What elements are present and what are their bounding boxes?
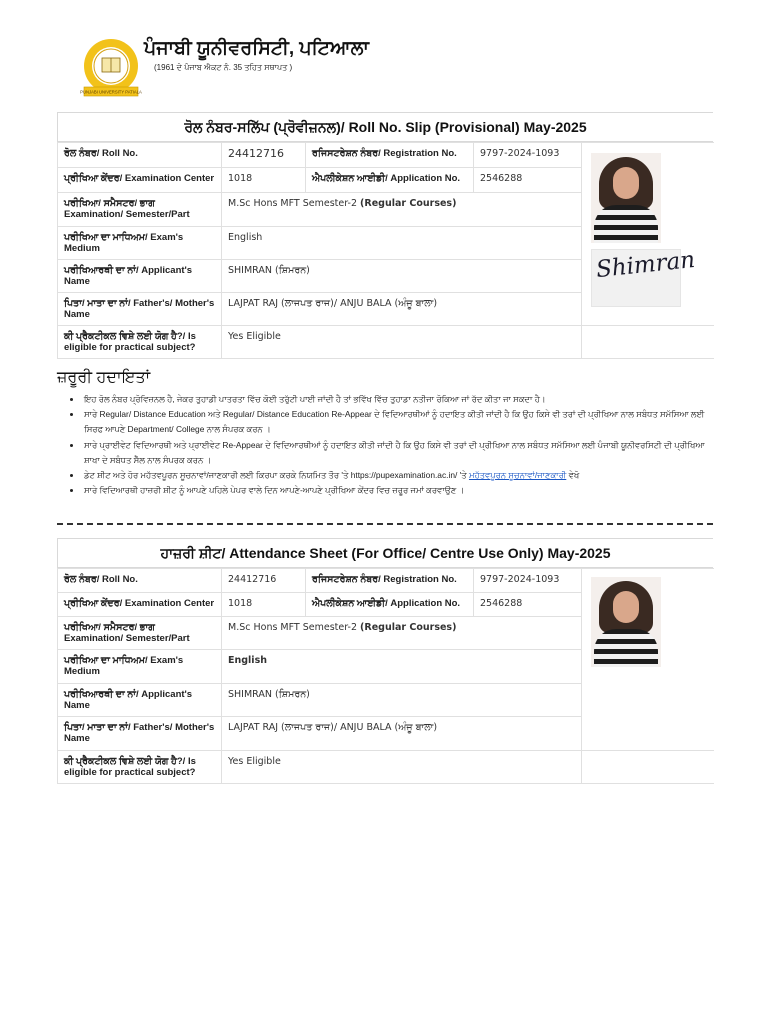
value-exam-semester: M.Sc Hons MFT Semester-2 (Regular Courses) xyxy=(222,193,582,227)
value-roll-no: 24412716 xyxy=(222,569,306,593)
value-medium: English xyxy=(222,650,582,684)
instructions-title: ਜ਼ਰੂਰੀ ਹਦਾਇਤਾਂ xyxy=(57,369,151,386)
value-exam-semester: M.Sc Hons MFT Semester-2 (Regular Courses) xyxy=(222,617,582,650)
label-exam-center: ਪ੍ਰੀਖਿਆ ਕੇਂਦਰ/ Examination Center xyxy=(58,593,222,617)
applicant-photo xyxy=(591,577,661,667)
signature-text: Shimran xyxy=(594,246,697,284)
label-exam-semester: ਪਰੀਖਿਆ/ ਸਮੈਸਟਰ/ ਭਾਗ Examination/ Semester/Part xyxy=(58,617,222,650)
roll-slip-table xyxy=(57,142,714,359)
value-application-no: 2546288 xyxy=(474,168,582,193)
label-medium: ਪਰੀਖਿਆ ਦਾ ਮਾਧਿਅਮ/ Exam's Medium xyxy=(58,650,222,684)
label-parents-name: ਪਿਤਾ/ ਮਾਤਾ ਦਾ ਨਾਂ/ Father's/ Mother's Name xyxy=(58,293,222,326)
empty-cell xyxy=(582,751,714,784)
roll-slip-title: ਰੋਲ ਨੰਬਰ-ਸਲਿੱਪ (ਪ੍ਰੋਵੀਜ਼ਨਲ)/ Roll No. Slip (Provisional) May-2025 xyxy=(57,113,713,142)
value-registration-no: 9797-2024-1093 xyxy=(474,569,582,593)
instruction-item: • ਸਾਰੇ ਵਿਦਿਆਰਥੀ ਹਾਜ਼ਰੀ ਸ਼ੀਟ ਨੂੰ ਆਪਣੇ ਪਹਿਲੇ ਪੇਪਰ ਵਾਲੇ ਦਿਨ ਆਪਣੇ-ਆਪਣੇ ਪ੍ਰੀਖਿਆ ਕੇਂਦਰ ਵਿਚ ਜ਼ਰੂਰ ਜਮਾਂ ਕਰਵਾਉਣ । xyxy=(82,483,713,498)
instruction-item: • ਡੇਟ ਸ਼ੀਟ ਅਤੇ ਹੋਰ ਮਹੱਤਵਪੂਰਨ ਸੂਚਨਾਵਾਂ/ਜਾਣਕਾਰੀ ਲਈ ਕਿਰਪਾ ਕਰਕੇ ਨਿਯਮਿਤ ਤੌਰ 'ਤੇ https://pupexamination.ac.in/ 'ਤੇ ਮਹੱਤਵਪੂਰਨ ਸੂਚਨਾਵਾਂ/ਜਾਣਕਾਰੀ ਵੇਖੋ xyxy=(82,468,713,483)
instruction-item: • ਇਹ ਰੋਲ ਨੰਬਰ ਪ੍ਰੋਵਿਜ਼ਨਲ ਹੈ, ਜੇਕਰ ਤੁਹਾਡੀ ਪਾਤਰਤਾ ਵਿੱਚ ਕੋਈ ਤਰੁੱਟੀ ਪਾਈ ਜਾਂਦੀ ਹੈ ਤਾਂ ਭਵਿੱਖ ਵਿੱਚ ਤੁਹਾਡਾ ਨਤੀਜਾ ਰੋਕਿਆ ਜਾਂ ਰੱਦ ਕੀਤਾ ਜਾ ਸਕਦਾ ਹੈ। xyxy=(82,392,713,407)
label-registration-no: ਰਜਿਸਟਰੇਸ਼ਨ ਨੰਬਰ/ Registration No. xyxy=(306,143,474,168)
label-registration-no: ਰਜਿਸਟਰੇਸ਼ਨ ਨੰਬਰ/ Registration No. xyxy=(306,569,474,593)
instruction-item: • ਸਾਰੇ Regular/ Distance Education ਅਤੇ Regular/ Distance Education Re-Appear ਦੇ ਵਿਦਿਆਰਥੀਆਂ ਨੂੰ ਹਦਾਇਤ ਕੀਤੀ ਜਾਂਦੀ ਹੈ ਕਿ ਉਹ ਕਿਸੇ ਵੀ ਤਰਾਂ ਦੀ ਪ੍ਰੀਖਿਆ ਨਾਲ ਸਬੰਧਤ ਸਮੱਸਿਆ ਲਈ ਸਿਰਫ ਆਪਣੇ Department/ College ਨਾਲ ਸੰਪਰਕ ਕਰਨ । xyxy=(82,407,713,437)
label-exam-center: ਪ੍ਰੀਖਿਆ ਕੇਂਦਰ/ Examination Center xyxy=(58,168,222,193)
logo-banner-text: PUNJABI UNIVERSITY PATIALA xyxy=(80,89,142,95)
value-exam-center: 1018 xyxy=(222,593,306,617)
label-roll-no: ਰੋਲ ਨੰਬਰ/ Roll No. xyxy=(58,569,222,593)
label-exam-semester: ਪਰੀਖਿਆ/ ਸਮੈਸਟਰ/ ਭਾਗ Examination/ Semester/Part xyxy=(58,193,222,227)
value-parents-name: LAJPAT RAJ (ਲਾਜਪਤ ਰਾਜ)/ ANJU BALA (ਅੰਜੂ ਬਾਲਾ) xyxy=(222,293,582,326)
instructions xyxy=(57,369,713,498)
cut-line-divider xyxy=(57,523,713,525)
university-logo xyxy=(80,38,142,98)
photo-cell xyxy=(582,569,714,751)
photo-signature-cell xyxy=(582,143,714,326)
applicant-signature xyxy=(591,246,697,307)
label-applicant-name: ਪਰੀਖਿਆਰਥੀ ਦਾ ਨਾਂ/ Applicant's Name xyxy=(58,260,222,293)
applicant-photo xyxy=(591,153,661,243)
value-medium: English xyxy=(222,227,582,260)
label-practical: ਕੀ ਪ੍ਰੈਕਟੀਕਲ ਵਿਸ਼ੇ ਲਈ ਯੋਗ ਹੈ?/ Is eligible for practical subject? xyxy=(58,751,222,784)
attendance-sheet-title: ਹਾਜ਼ਰੀ ਸ਼ੀਟ/ Attendance Sheet (For Office/ Centre Use Only) May-2025 xyxy=(57,539,713,568)
value-practical: Yes Eligible xyxy=(222,751,582,784)
value-registration-no: 9797-2024-1093 xyxy=(474,143,582,168)
value-practical: Yes Eligible xyxy=(222,326,582,359)
roll-slip xyxy=(57,112,713,359)
empty-cell xyxy=(582,326,714,359)
label-roll-no: ਰੋਲ ਨੰਬਰ/ Roll No. xyxy=(58,143,222,168)
label-practical: ਕੀ ਪ੍ਰੈਕਟੀਕਲ ਵਿਸ਼ੇ ਲਈ ਯੋਗ ਹੈ?/ Is eligible for practical subject? xyxy=(58,326,222,359)
important-info-link[interactable]: ਮਹੱਤਵਪੂਰਨ ਸੂਚਨਾਵਾਂ/ਜਾਣਕਾਰੀ xyxy=(468,470,567,481)
university-name: ਪੰਜਾਬੀ ਯੂਨੀਵਰਸਿਟੀ, ਪਟਿਆਲਾ xyxy=(144,38,369,59)
value-applicant-name: SHIMRAN (ਸ਼ਿਮਰਨ) xyxy=(222,684,582,717)
value-exam-center: 1018 xyxy=(222,168,306,193)
university-header xyxy=(80,38,680,100)
instructions-list xyxy=(82,392,713,498)
attendance-sheet xyxy=(57,538,713,784)
label-applicant-name: ਪਰੀਖਿਆਰਥੀ ਦਾ ਨਾਂ/ Applicant's Name xyxy=(58,684,222,717)
value-roll-no: 24412716 xyxy=(222,143,306,168)
university-subtitle: (1961 ਦੇ ਪੰਜਾਬ ਐਕਟ ਨੰ. 35 ਤਹਿਤ ਸਥਾਪਤ ) xyxy=(154,63,293,72)
label-application-no: ਐਪਲੀਕੇਸ਼ਨ ਆਈਡੀ/ Application No. xyxy=(306,593,474,617)
label-application-no: ਐਪਲੀਕੇਸ਼ਨ ਆਈਡੀ/ Application No. xyxy=(306,168,474,193)
label-parents-name: ਪਿਤਾ/ ਮਾਤਾ ਦਾ ਨਾਂ/ Father's/ Mother's Name xyxy=(58,717,222,751)
attendance-table xyxy=(57,568,714,784)
value-applicant-name: SHIMRAN (ਸ਼ਿਮਰਨ) xyxy=(222,260,582,293)
value-application-no: 2546288 xyxy=(474,593,582,617)
value-parents-name: LAJPAT RAJ (ਲਾਜਪਤ ਰਾਜ)/ ANJU BALA (ਅੰਜੂ ਬਾਲਾ) xyxy=(222,717,582,751)
label-medium: ਪਰੀਖਿਆ ਦਾ ਮਾਧਿਅਮ/ Exam's Medium xyxy=(58,227,222,260)
instruction-item: • ਸਾਰੇ ਪ੍ਰਾਈਵੇਟ ਵਿਦਿਆਰਥੀ ਅਤੇ ਪ੍ਰਾਈਵੇਟ Re-Appear ਦੇ ਵਿਦਿਆਰਥੀਆਂ ਨੂੰ ਹਦਾਇਤ ਕੀਤੀ ਜਾਂਦੀ ਹੈ ਕਿ ਉਹ ਕਿਸੇ ਵੀ ਤਰਾਂ ਦੀ ਪ੍ਰੀਖਿਆ ਨਾਲ ਸਬੰਧਤ ਸਮੱਸਿਆ ਲਈ ਪੰਜਾਬੀ ਯੂਨੀਵਰਸਿਟੀ ਦੀ ਪ੍ਰੀਖਿਆ ਸ਼ਾਖਾ ਦੇ ਸਬੰਧਤ ਸੈੱਲ ਨਾਲ ਸੰਪਰਕ ਕਰਨ । xyxy=(82,438,713,468)
